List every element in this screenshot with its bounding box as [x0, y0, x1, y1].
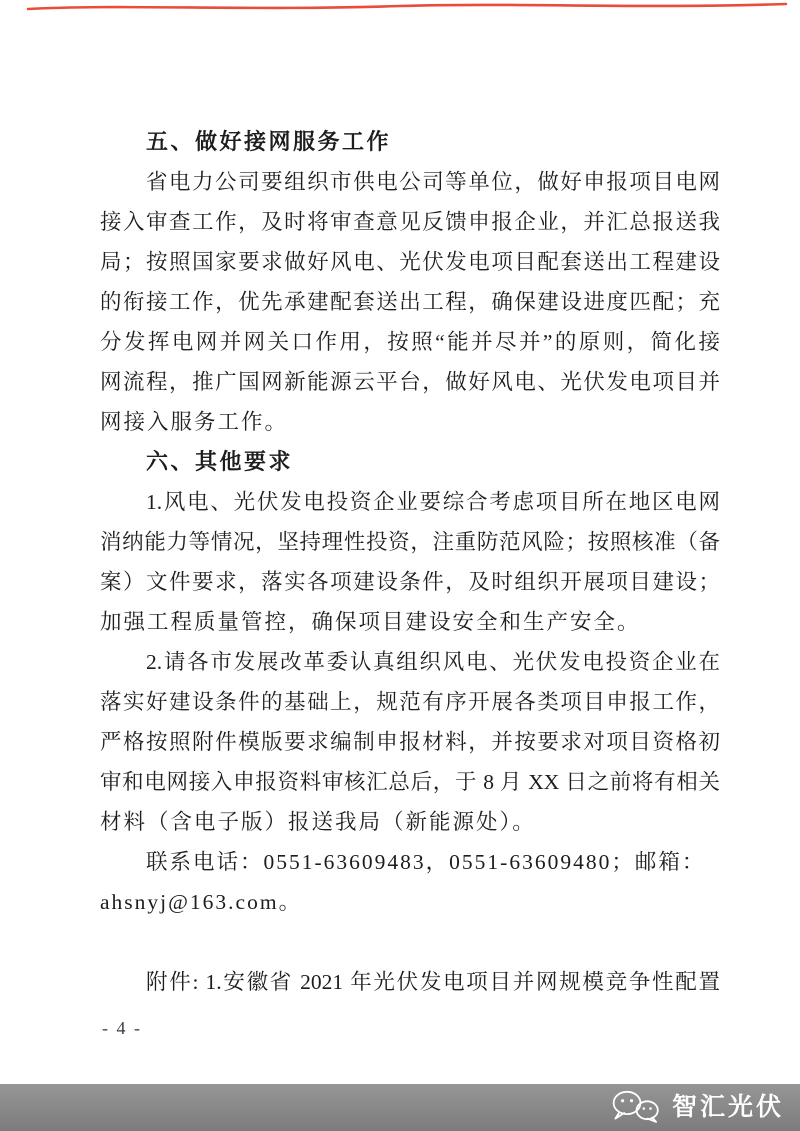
wechat-bubbles-icon — [609, 1089, 663, 1127]
document-body — [100, 122, 720, 1002]
red-scribble-line — [0, 0, 800, 16]
document-line: 省电力公司要组织市供电公司等单位，做好申报项目电网 — [146, 170, 720, 194]
section-heading: 六、其他要求 — [146, 449, 294, 474]
contact-phone-line: 联系电话：0551-63609483，0551-63609480；邮箱： — [146, 850, 706, 874]
document-line: 消纳能力等情况，坚持理性投资，注重防范风险；按照核准（备 — [100, 530, 720, 554]
brand-name: 智汇光伏 — [671, 1093, 784, 1121]
document-line: 2.请各市发展改革委认真组织风电、光伏发电投资企业在 — [146, 650, 720, 674]
document-line: 接入审查工作，及时将审查意见反馈申报企业，并汇总报送我 — [100, 210, 720, 234]
document-line: 案）文件要求，落实各项建设条件，及时组织开展项目建设； — [100, 570, 720, 594]
document-line: 分发挥电网并网关口作用，按照“能并尽并”的原则，简化接 — [100, 330, 720, 354]
document-line: 审和电网接入申报资料审核汇总后，于 8 月 XX 日之前将有相关 — [100, 770, 720, 794]
section-heading: 五、做好接网服务工作 — [146, 129, 392, 154]
document-line: 网流程，推广国网新能源云平台，做好风电、光伏发电项目并 — [100, 370, 720, 394]
attachment-line: 附件: 1.安徽省 2021 年光伏发电项目并网规模竞争性配置 — [146, 970, 720, 994]
blank-line — [100, 922, 720, 962]
document-line: 材料（含电子版）报送我局（新能源处）。 — [100, 810, 536, 834]
footer-watermark-bar — [0, 1084, 800, 1131]
document-line: 加强工程质量管控，确保项目建设安全和生产安全。 — [100, 610, 641, 634]
contact-email-line: ahsnyj@163.com。 — [100, 890, 303, 914]
document-line: 局；按照国家要求做好风电、光伏发电项目配套送出工程建设 — [100, 250, 720, 274]
page-number: - 4 - — [102, 1018, 142, 1038]
document-line: 1.风电、光伏发电投资企业要综合考虑项目所在地区电网 — [146, 490, 720, 514]
document-line: 网接入服务工作。 — [100, 410, 289, 434]
red-line-path — [28, 4, 786, 9]
brand-block — [609, 1089, 784, 1127]
document-line: 落实好建设条件的基础上，规范有序开展各类项目申报工作， — [100, 690, 720, 714]
document-line: 严格按照附件模版要求编制申报材料，并按要求对项目资格初 — [100, 730, 720, 754]
document-line: 的衔接工作，优先承建配套送出工程，确保建设进度匹配；充 — [100, 290, 720, 314]
